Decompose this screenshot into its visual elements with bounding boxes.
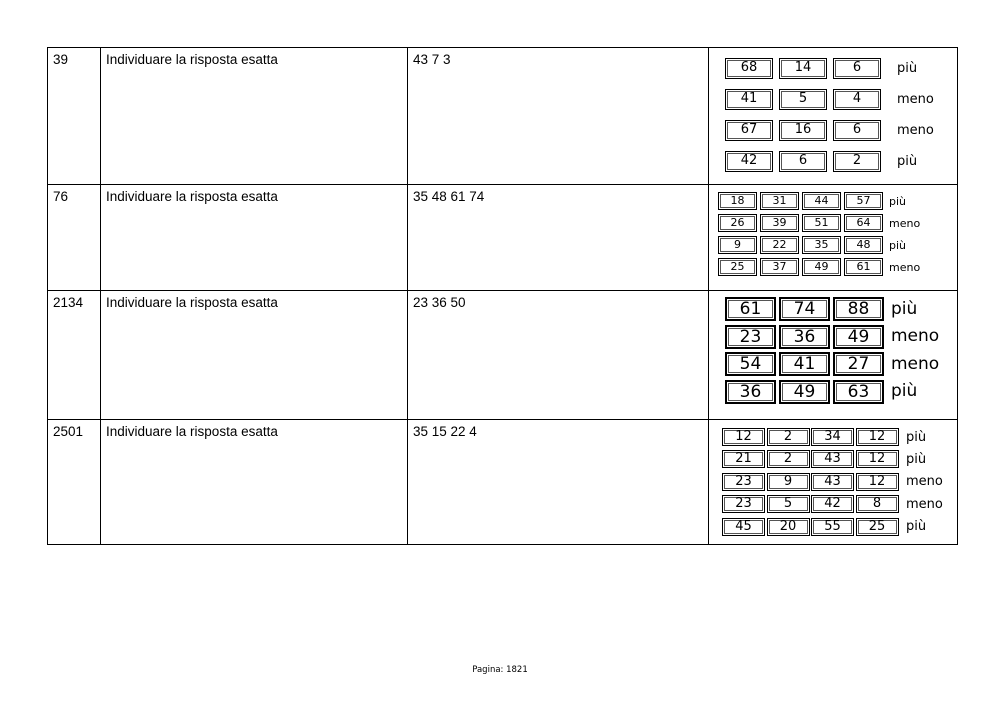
option-label: più — [897, 154, 918, 169]
option-value-box: 25 — [718, 258, 757, 276]
option-row — [725, 151, 934, 172]
option-label: meno — [889, 260, 921, 274]
options-grid — [725, 297, 939, 407]
option-label: meno — [897, 92, 934, 107]
page-footer: Pagina: 1821 — [472, 665, 528, 675]
option-value-box: 43 — [811, 473, 854, 491]
option-row — [718, 214, 920, 232]
option-value-box: 74 — [779, 297, 830, 321]
option-value-box: 12 — [856, 450, 899, 468]
option-label: meno — [906, 474, 943, 490]
option-value-box: 5 — [767, 495, 810, 513]
option-value-box: 18 — [718, 192, 757, 210]
option-row — [722, 428, 943, 446]
option-row — [725, 297, 939, 321]
option-value-box: 41 — [779, 352, 830, 376]
option-row — [722, 495, 943, 513]
answer-options — [709, 291, 958, 420]
option-row — [725, 120, 934, 141]
option-value-box: 44 — [802, 192, 841, 210]
option-value-box: 49 — [833, 325, 884, 349]
option-value-box: 51 — [802, 214, 841, 232]
option-value-box: 2 — [767, 428, 810, 446]
option-row — [725, 325, 939, 349]
option-label: più — [889, 194, 907, 208]
option-value-box: 55 — [811, 518, 854, 536]
option-value-box: 2 — [767, 450, 810, 468]
answer-options — [709, 185, 958, 291]
option-label: meno — [906, 496, 943, 512]
option-value-box: 22 — [760, 236, 799, 254]
question-id: 76 — [48, 185, 101, 291]
option-label: più — [906, 451, 927, 467]
option-value-box: 12 — [722, 428, 765, 446]
option-row — [725, 58, 934, 79]
option-row — [725, 352, 939, 376]
question-id: 2134 — [48, 291, 101, 420]
question-text: Individuare la risposta esatta — [101, 185, 408, 291]
option-label: meno — [889, 216, 921, 230]
option-row — [722, 473, 943, 491]
option-value-box: 39 — [760, 214, 799, 232]
table-row — [48, 48, 958, 185]
table-row — [48, 420, 958, 545]
option-label: meno — [891, 353, 940, 374]
option-value-box: 9 — [718, 236, 757, 254]
answer-options — [709, 48, 958, 185]
option-value-box: 26 — [718, 214, 757, 232]
option-value-box: 36 — [725, 380, 776, 404]
question-id: 2501 — [48, 420, 101, 545]
option-value-box: 12 — [856, 473, 899, 491]
option-value-box: 49 — [779, 380, 830, 404]
question-data: 35 15 22 4 — [408, 420, 709, 545]
option-value-box: 34 — [811, 428, 854, 446]
option-label: più — [906, 429, 927, 445]
option-row — [718, 192, 920, 210]
option-label: più — [897, 61, 918, 76]
answer-options — [709, 420, 958, 545]
option-value-box: 23 — [725, 325, 776, 349]
option-value-box: 27 — [833, 352, 884, 376]
option-value-box: 6 — [779, 151, 827, 172]
option-value-box: 37 — [760, 258, 799, 276]
option-value-box: 67 — [725, 120, 773, 141]
option-row — [722, 450, 943, 468]
option-value-box: 2 — [833, 151, 881, 172]
option-row — [725, 89, 934, 110]
option-value-box: 14 — [779, 58, 827, 79]
option-value-box: 49 — [802, 258, 841, 276]
option-label: più — [889, 238, 907, 252]
option-value-box: 57 — [844, 192, 883, 210]
option-value-box: 8 — [856, 495, 899, 513]
option-value-box: 48 — [844, 236, 883, 254]
option-row — [725, 380, 939, 404]
option-value-box: 9 — [767, 473, 810, 491]
option-label: più — [906, 519, 927, 535]
option-value-box: 42 — [725, 151, 773, 172]
option-value-box: 41 — [725, 89, 773, 110]
option-value-box: 6 — [833, 58, 881, 79]
question-id: 39 — [48, 48, 101, 185]
option-value-box: 5 — [779, 89, 827, 110]
option-value-box: 4 — [833, 89, 881, 110]
option-value-box: 61 — [844, 258, 883, 276]
option-value-box: 88 — [833, 297, 884, 321]
option-value-box: 64 — [844, 214, 883, 232]
options-grid — [718, 192, 920, 280]
question-data: 23 36 50 — [408, 291, 709, 420]
option-value-box: 12 — [856, 428, 899, 446]
option-value-box: 23 — [722, 473, 765, 491]
table-row — [48, 185, 958, 291]
questions-table-body — [48, 48, 958, 545]
option-value-box: 16 — [779, 120, 827, 141]
option-label: più — [891, 298, 918, 319]
option-value-box: 31 — [760, 192, 799, 210]
table-row — [48, 291, 958, 420]
option-value-box: 25 — [856, 518, 899, 536]
option-value-box: 43 — [811, 450, 854, 468]
questions-table — [47, 47, 958, 545]
option-label: meno — [891, 326, 940, 346]
option-value-box: 36 — [779, 325, 830, 349]
option-row — [722, 518, 943, 536]
question-text: Individuare la risposta esatta — [101, 291, 408, 420]
options-grid — [722, 428, 943, 540]
option-value-box: 54 — [725, 352, 776, 376]
options-grid — [725, 58, 934, 172]
option-row — [718, 258, 920, 276]
question-data: 43 7 3 — [408, 48, 709, 185]
option-value-box: 6 — [833, 120, 881, 141]
option-value-box: 45 — [722, 518, 765, 536]
option-value-box: 68 — [725, 58, 773, 79]
question-text: Individuare la risposta esatta — [101, 48, 408, 185]
option-value-box: 63 — [833, 380, 884, 404]
option-value-box: 23 — [722, 495, 765, 513]
option-value-box: 20 — [767, 518, 810, 536]
option-label: meno — [897, 123, 934, 138]
option-value-box: 42 — [811, 495, 854, 513]
option-label: più — [891, 381, 918, 401]
option-value-box: 21 — [722, 450, 765, 468]
option-value-box: 35 — [802, 236, 841, 254]
option-value-box: 61 — [725, 297, 776, 321]
question-text: Individuare la risposta esatta — [101, 420, 408, 545]
option-row — [718, 236, 920, 254]
question-data: 35 48 61 74 — [408, 185, 709, 291]
